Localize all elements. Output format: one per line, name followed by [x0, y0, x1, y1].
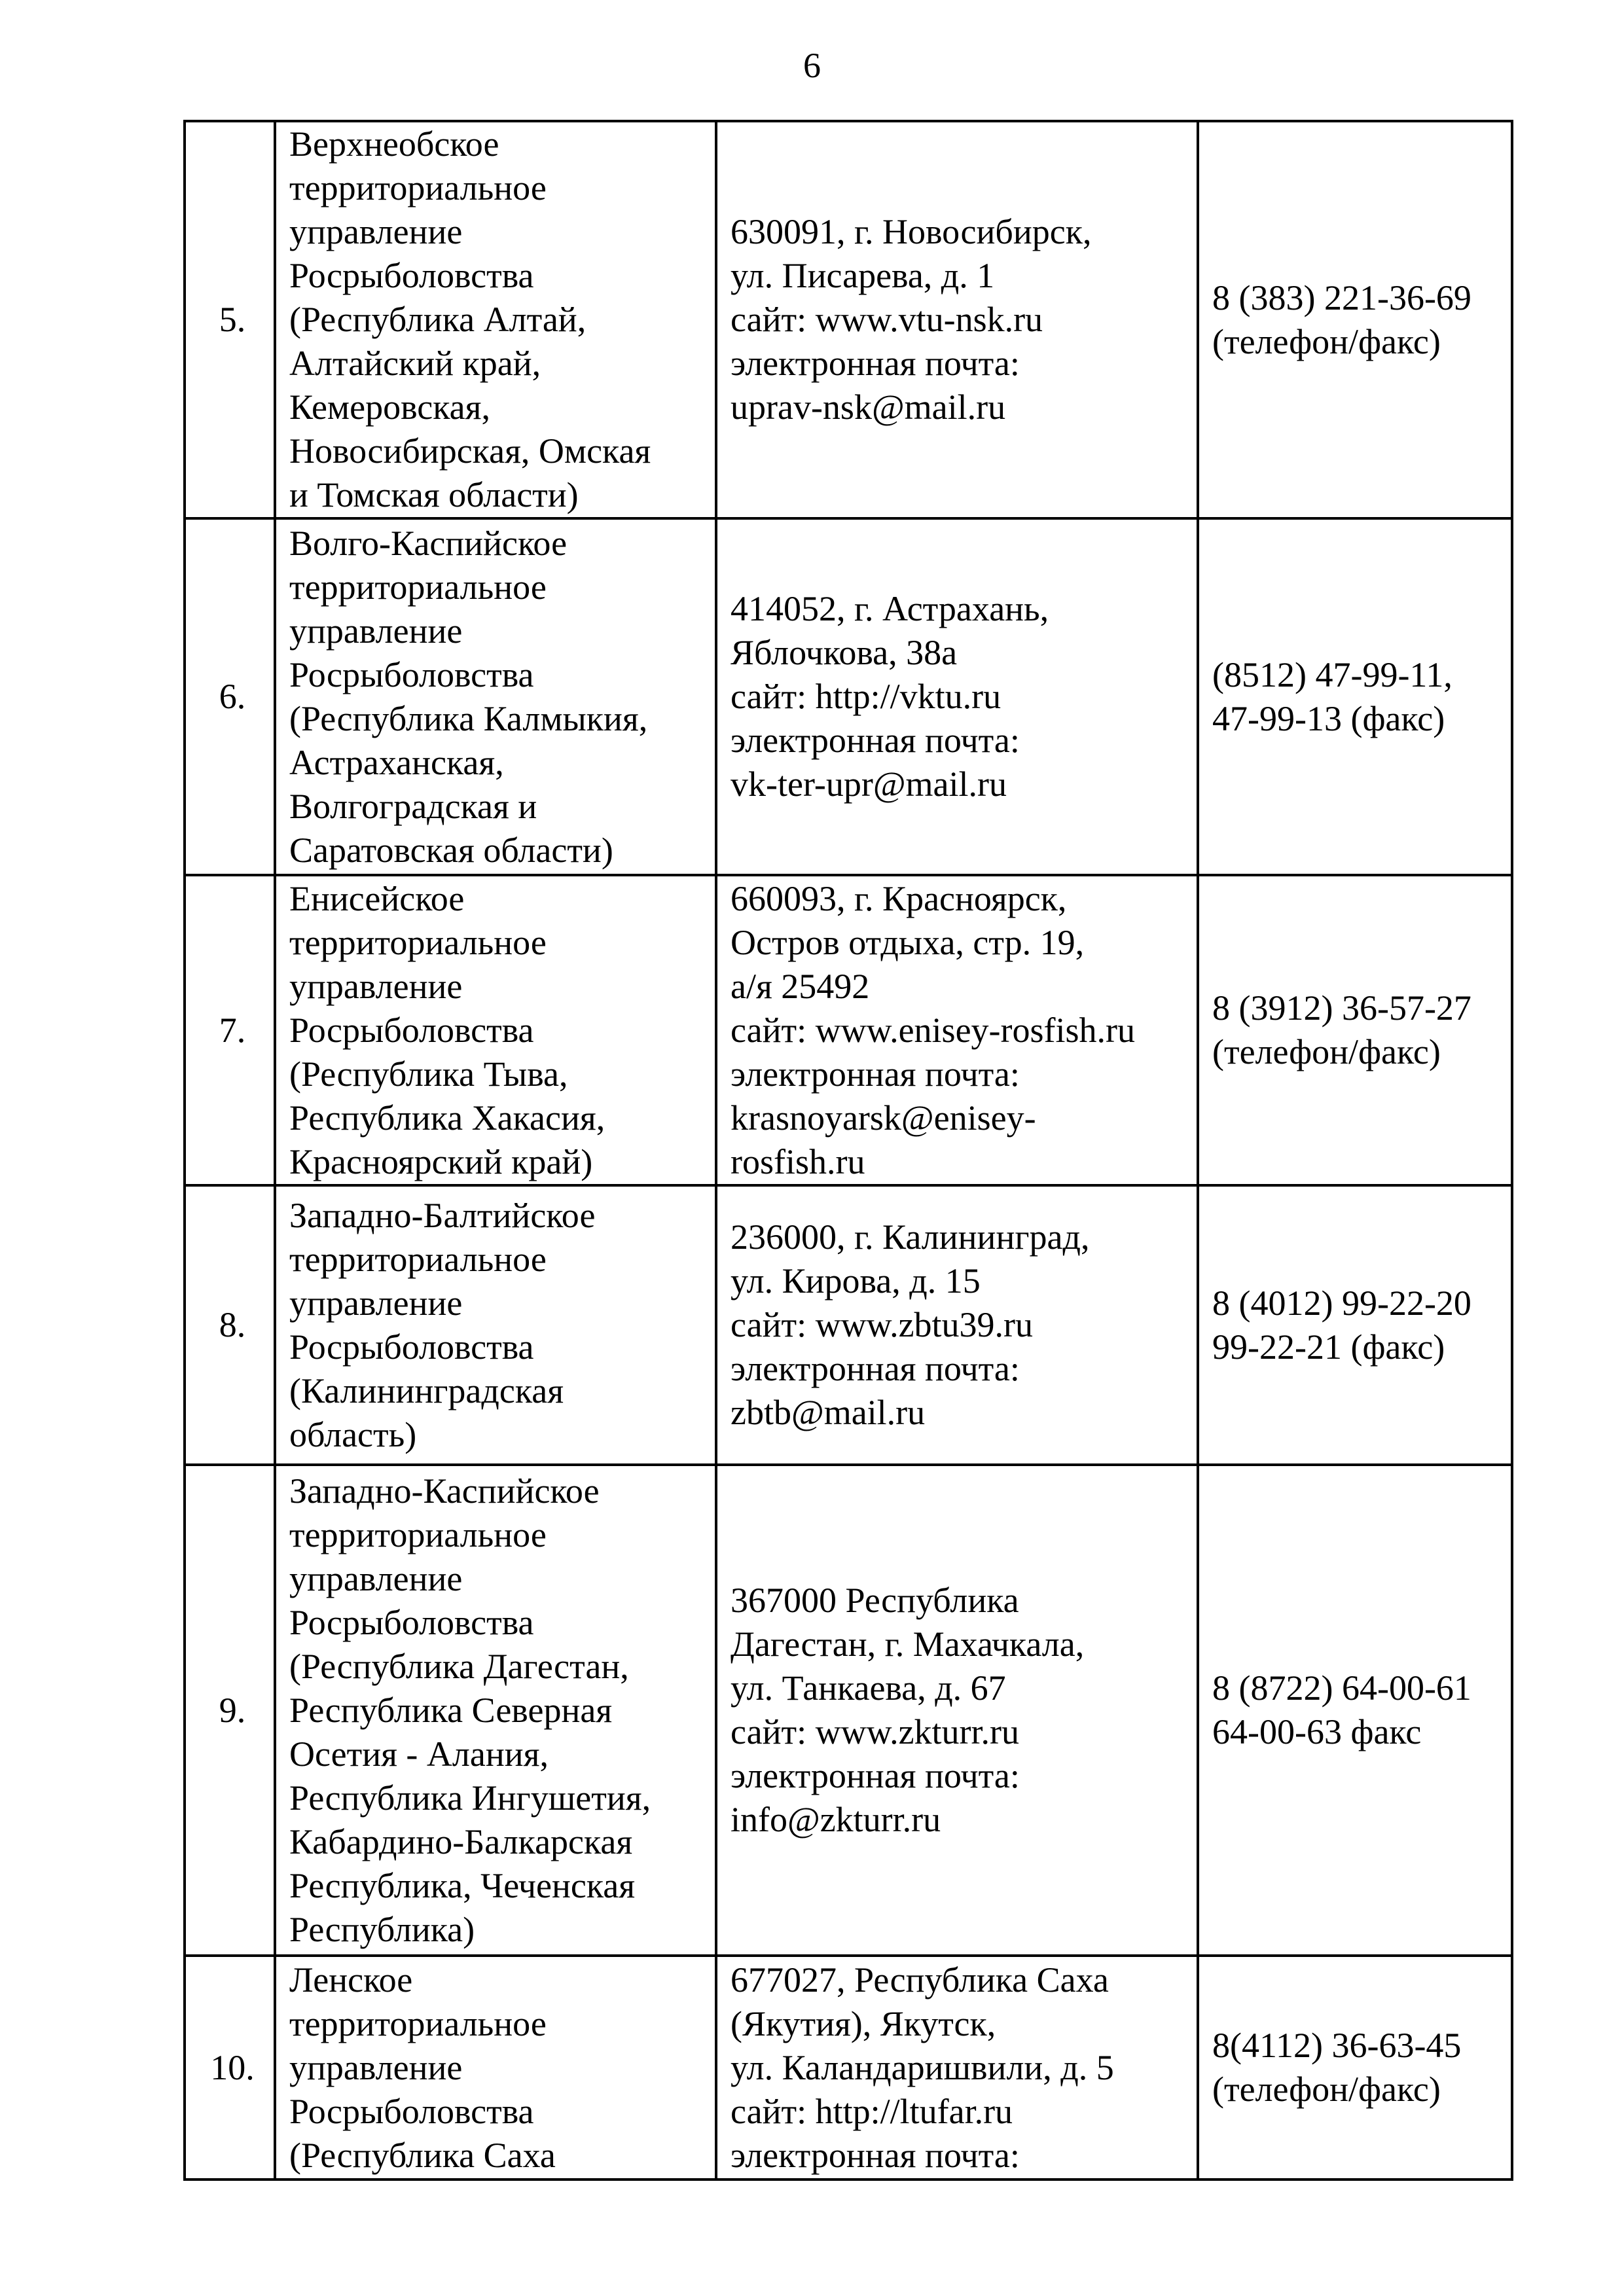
page-number: 6: [803, 46, 821, 85]
row-number: 9.: [185, 1465, 275, 1956]
organization-name: [275, 1465, 716, 1956]
table-row: [185, 1956, 1512, 2179]
address-cell: [716, 1956, 1198, 2179]
organization-name-line: территориальное: [289, 922, 547, 962]
address-cell-line: 414052, г. Астрахань,: [731, 589, 1049, 628]
organization-name-line: Верхнеобское: [289, 124, 499, 164]
phone-cell-line: (8512) 47-99-11,: [1212, 655, 1453, 694]
address-cell-line: сайт: www.zkturr.ru: [731, 1712, 1020, 1751]
organization-name-line: Осетия - Алания,: [289, 1734, 549, 1774]
address-cell: [716, 1185, 1198, 1465]
organization-name-line: Астраханская,: [289, 742, 504, 782]
organization-name-line: территориальное: [289, 567, 547, 607]
address-cell-line: электронная почта:: [731, 721, 1020, 760]
organization-name-line: Красноярский край): [289, 1141, 593, 1181]
organization-name-line: Росрыболовства: [289, 655, 534, 694]
phone-cell-line: 8 (8722) 64-00-61: [1212, 1668, 1471, 1708]
organization-name-line: территориальное: [289, 2003, 547, 2043]
organization-name-line: Росрыболовства: [289, 256, 534, 295]
address-cell: [716, 121, 1198, 518]
organization-name-line: Республика Хакасия,: [289, 1098, 605, 1138]
organization-name-line: управление: [289, 2047, 463, 2087]
organization-name-line: Саратовская области): [289, 830, 613, 870]
address-cell-line: krasnoyarsk@enisey-: [731, 1098, 1036, 1138]
organization-name: [275, 1956, 716, 2179]
organization-name-line: (Республика Саха: [289, 2135, 556, 2175]
organizations-table: [183, 120, 1513, 2181]
organization-name-line: управление: [289, 1558, 463, 1598]
organization-name-line: управление: [289, 1283, 463, 1323]
organization-name-line: (Республика Алтай,: [289, 300, 586, 339]
address-cell-line: сайт: http://vktu.ru: [731, 677, 1001, 716]
organization-name-line: Новосибирская, Омская: [289, 431, 651, 471]
organization-name-line: Западно-Каспийское: [289, 1471, 600, 1511]
organization-name-line: (Республика Тыва,: [289, 1054, 568, 1094]
address-cell-line: Яблочкова, 38а: [731, 633, 958, 672]
address-cell-line: электронная почта:: [731, 1349, 1020, 1388]
phone-cell-line: (телефон/факс): [1212, 321, 1441, 361]
phone-cell-line: (телефон/факс): [1212, 1032, 1441, 1071]
organization-name-line: Западно-Балтийское: [289, 1195, 596, 1235]
organization-name-line: Волго-Каспийское: [289, 523, 568, 563]
phone-cell: [1198, 1185, 1512, 1465]
address-cell-line: vk-ter-upr@mail.ru: [731, 764, 1007, 804]
address-cell-line: электронная почта:: [731, 1756, 1020, 1795]
organization-name-line: Росрыболовства: [289, 1010, 534, 1050]
organization-name: [275, 121, 716, 518]
address-cell-line: ул. Писарева, д. 1: [731, 256, 995, 295]
organization-name-line: Волгоградская и: [289, 786, 537, 826]
address-cell-line: uprav-nsk@mail.ru: [731, 387, 1006, 427]
address-cell-line: rosfish.ru: [731, 1141, 865, 1181]
phone-cell: [1198, 875, 1512, 1185]
address-cell-line: 660093, г. Красноярск,: [731, 878, 1067, 918]
address-cell-line: 630091, г. Новосибирск,: [731, 212, 1092, 251]
organization-name: [275, 1185, 716, 1465]
organization-name-line: территориальное: [289, 168, 547, 207]
row-number: 6.: [185, 518, 275, 875]
organization-name-line: Росрыболовства: [289, 1602, 534, 1642]
address-cell-line: (Якутия), Якутск,: [731, 2003, 996, 2043]
address-cell-line: а/я 25492: [731, 966, 870, 1006]
organization-name-line: и Томская области): [289, 475, 579, 514]
table-row: [185, 1465, 1512, 1956]
address-cell-line: 677027, Республика Саха: [731, 1960, 1109, 2000]
phone-cell-line: 99-22-21 (факс): [1212, 1327, 1445, 1367]
phone-cell: [1198, 121, 1512, 518]
organization-name-line: территориальное: [289, 1515, 547, 1554]
table-row: [185, 121, 1512, 518]
organization-name-line: Кабардино-Балкарская: [289, 1821, 633, 1861]
organization-name-line: Алтайский край,: [289, 344, 541, 383]
row-number: 8.: [185, 1185, 275, 1465]
address-cell-line: сайт: www.zbtu39.ru: [731, 1305, 1034, 1344]
address-cell: [716, 1465, 1198, 1956]
phone-cell-line: 8 (383) 221-36-69: [1212, 278, 1471, 317]
organization-name-line: Республика): [289, 1909, 475, 1949]
organization-name: [275, 875, 716, 1185]
address-cell-line: 367000 Республика: [731, 1581, 1019, 1620]
organization-name-line: Ленское: [289, 1960, 413, 2000]
table-row: [185, 518, 1512, 875]
address-cell-line: ул. Танкаева, д. 67: [731, 1668, 1006, 1708]
row-number: 10.: [185, 1956, 275, 2179]
organization-name-line: управление: [289, 611, 463, 651]
address-cell-line: ул. Кирова, д. 15: [731, 1261, 981, 1300]
organization-name-line: (Республика Калмыкия,: [289, 698, 648, 738]
address-cell: [716, 875, 1198, 1185]
organization-name-line: территориальное: [289, 1239, 547, 1279]
address-cell-line: 236000, г. Калининград,: [731, 1217, 1090, 1257]
address-cell-line: электронная почта:: [731, 2135, 1020, 2175]
phone-cell-line: 47-99-13 (факс): [1212, 698, 1445, 738]
address-cell-line: ул. Каландаришвили, д. 5: [731, 2047, 1114, 2087]
address-cell: [716, 518, 1198, 875]
organization-name-line: область): [289, 1414, 417, 1454]
organization-name-line: Росрыболовства: [289, 2091, 534, 2131]
phone-cell: [1198, 1465, 1512, 1956]
address-cell-line: zbtb@mail.ru: [731, 1393, 926, 1432]
row-number: 5.: [185, 121, 275, 518]
phone-cell-line: 8 (4012) 99-22-20: [1212, 1283, 1471, 1323]
phone-cell: [1198, 1956, 1512, 2179]
organization-name-line: Республика, Чеченская: [289, 1865, 636, 1905]
organization-name-line: Росрыболовства: [289, 1327, 534, 1367]
address-cell-line: электронная почта:: [731, 344, 1020, 383]
phone-cell-line: 8(4112) 36-63-45: [1212, 2026, 1462, 2065]
organization-name: [275, 518, 716, 875]
address-cell-line: сайт: www.vtu-nsk.ru: [731, 300, 1043, 339]
row-number: 7.: [185, 875, 275, 1185]
organization-name-line: Енисейское: [289, 878, 465, 918]
address-cell-line: сайт: www.enisey-rosfish.ru: [731, 1010, 1135, 1050]
organization-name-line: Республика Ингушетия,: [289, 1778, 651, 1818]
phone-cell-line: 8 (3912) 36-57-27: [1212, 988, 1471, 1028]
phone-cell-line: (телефон/факс): [1212, 2070, 1441, 2109]
address-cell-line: info@zkturr.ru: [731, 1800, 941, 1839]
organization-name-line: управление: [289, 966, 463, 1006]
organization-name-line: (Республика Дагестан,: [289, 1646, 629, 1686]
address-cell-line: электронная почта:: [731, 1054, 1020, 1094]
address-cell-line: Дагестан, г. Махачкала,: [731, 1624, 1085, 1664]
organization-name-line: Республика Северная: [289, 1690, 613, 1730]
organization-name-line: Кемеровская,: [289, 387, 490, 427]
phone-cell: [1198, 518, 1512, 875]
organization-name-line: управление: [289, 212, 463, 251]
organization-name-line: (Калининградская: [289, 1371, 564, 1410]
address-cell-line: сайт: http://ltufar.ru: [731, 2091, 1013, 2131]
address-cell-line: Остров отдыха, стр. 19,: [731, 922, 1085, 962]
table-row: [185, 875, 1512, 1185]
phone-cell-line: 64-00-63 факс: [1212, 1712, 1422, 1751]
table-row: [185, 1185, 1512, 1465]
